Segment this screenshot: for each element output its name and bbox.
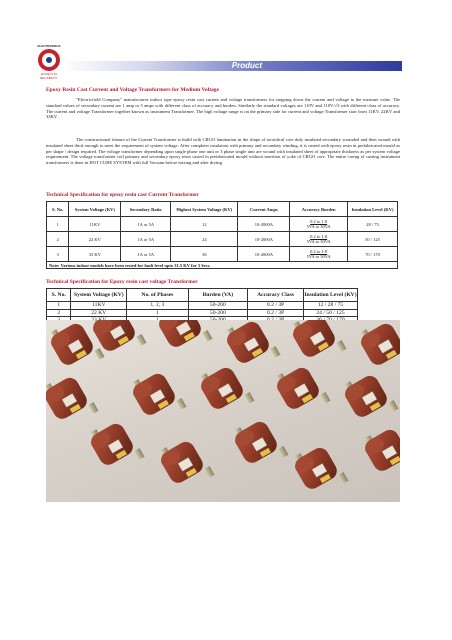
table-cell: 50-200 bbox=[188, 302, 248, 310]
table-cell: 1 bbox=[47, 302, 71, 310]
table-cell: 33 KV bbox=[69, 247, 121, 262]
section-title: Epoxy Resin Cast Current and Voltage Transformers for Medium Voltage bbox=[46, 87, 219, 93]
table-cell: 10-2000A bbox=[238, 232, 290, 247]
intro-paragraph: "Electricfield Company" manufactures indoor type epoxy resin cast current and voltage transformers for stepping down the current and voltage to the measure value. The standard values of secondary current are 1 amp or 5 amps with different class of accuracy and burden. Similarly the standard voltages are 110V and 110V/√3 with different class of accuracy. The current and voltage Transformer together known as instrument Transformer. The high voltage range is on the primary side for current and voltage Transformer start from 11KV, 22KV and 33KV. bbox=[46, 97, 400, 120]
table-cell: 24 / 50 / 125 bbox=[303, 309, 357, 317]
table-header: Secondary Ratio bbox=[121, 202, 171, 217]
table-cell: 1, 2, 3 bbox=[127, 302, 188, 310]
table-header-row bbox=[47, 202, 398, 217]
table-cell bbox=[290, 217, 348, 232]
table-header: Insulation Level (KV) bbox=[347, 202, 397, 217]
epoxy-resin-cast-transformers-photo bbox=[46, 320, 400, 502]
table-cell: 2 bbox=[47, 309, 71, 317]
table-header: Accuracy Burden bbox=[290, 202, 348, 217]
table-header: System Voltage (KV) bbox=[69, 202, 121, 217]
construction-paragraph: The constructional feature of the Current Transformer is build with CRGO lamination in the shape of toroidical core duly insulated secondary wounded and then wound with insulated sheet thick enough to meet the requirement of system voltage. After completer insulation with primary and secondary winding, it is casted with epoxy resin in prefabricated mould as per shape / design required. The voltage transformer depending upon single phase one unit or 3 phase single unit are wound with insulated sheet of appropriate thickness as per system voltage requirement. The voltage transformer coil primary and secondary epoxy resin casted in prefabricated mould without insertion of yoke of CRGO core. The entire curing of casting instrument transformers is done in HOT CURE SYSTEM with full Vacuum before mixing and after drying. bbox=[46, 137, 400, 166]
electrofield-logo-icon bbox=[38, 49, 60, 71]
table-cell: 24 bbox=[171, 232, 238, 247]
table-row bbox=[47, 309, 358, 317]
table-header: Burden (VA) bbox=[188, 289, 248, 302]
logo-top-text: ELECTROFIELD bbox=[37, 44, 61, 48]
table-header: Highest System Voltage (KV) bbox=[171, 202, 238, 217]
table-cell: 1A or 5A bbox=[121, 217, 171, 232]
table-cell bbox=[290, 247, 348, 262]
accuracy-class: 0.2 to 1.0 bbox=[310, 234, 328, 239]
table-cell: 10-2000A bbox=[238, 247, 290, 262]
table-header: Accuracy Class bbox=[248, 289, 304, 302]
vt-spec-title: Technical Specification for Epoxy resin cast voltage Transformer bbox=[46, 279, 198, 285]
table-cell: 28 / 75 bbox=[347, 217, 397, 232]
accuracy-class: 0.2 to 1.0 bbox=[310, 249, 328, 254]
table-cell: 22 KV bbox=[69, 232, 121, 247]
table-cell: 12 bbox=[171, 217, 238, 232]
ct-spec-title: Technical Specification for epoxy resin cast Current Transformer bbox=[46, 192, 199, 198]
table-cell: 11KV bbox=[69, 217, 121, 232]
burden-range: 5VA to 30VA bbox=[306, 224, 331, 229]
table-note: Note: Various indoor models have been tested for fault level upto 31.5 KV for 3 Secs. bbox=[47, 262, 398, 269]
burden-range: 5VA to 30VA bbox=[306, 254, 331, 259]
table-cell: 1 bbox=[127, 309, 188, 317]
table-cell: 1A or 5A bbox=[121, 247, 171, 262]
table-header: Current Amps bbox=[238, 202, 290, 217]
table-cell: 3 bbox=[47, 247, 69, 262]
table-cell: 50-200 bbox=[188, 309, 248, 317]
table-cell: 0.2 / 3P bbox=[248, 309, 304, 317]
ct-spec-table bbox=[46, 201, 398, 269]
table-header-row bbox=[47, 289, 358, 302]
table-header: Insulation Level (KV) bbox=[303, 289, 357, 302]
transformers-illustration bbox=[46, 320, 400, 502]
table-cell: 1A or 5A bbox=[121, 232, 171, 247]
table-row bbox=[47, 217, 398, 232]
company-logo bbox=[36, 44, 62, 80]
table-note-row bbox=[47, 262, 398, 269]
table-row bbox=[47, 302, 358, 310]
table-row bbox=[47, 247, 398, 262]
table-cell: 11KV bbox=[71, 302, 127, 310]
product-banner bbox=[62, 61, 402, 71]
table-cell: 36 bbox=[171, 247, 238, 262]
table-cell: 2 bbox=[47, 232, 69, 247]
table-cell: 10-2000A bbox=[238, 217, 290, 232]
burden-range: 5VA to 30VA bbox=[306, 239, 331, 244]
table-cell bbox=[290, 232, 348, 247]
table-cell: 1 bbox=[47, 217, 69, 232]
table-header: No. of Phases bbox=[127, 289, 188, 302]
table-cell: 70 / 170 bbox=[347, 247, 397, 262]
table-header: S. No. bbox=[47, 289, 71, 302]
table-row bbox=[47, 232, 398, 247]
logo-tagline: EXCELS IN RELIABILITY bbox=[40, 72, 58, 80]
table-header: S. No. bbox=[47, 202, 69, 217]
table-cell: 0.2 / 3P bbox=[248, 302, 304, 310]
product-label: Product bbox=[231, 61, 262, 70]
table-cell: 12 / 28 / 75 bbox=[303, 302, 357, 310]
table-cell: 50 / 125 bbox=[347, 232, 397, 247]
accuracy-class: 0.2 to 1.0 bbox=[310, 219, 328, 224]
table-header: System Voltage (KV) bbox=[71, 289, 127, 302]
table-cell: 22 KV bbox=[71, 309, 127, 317]
